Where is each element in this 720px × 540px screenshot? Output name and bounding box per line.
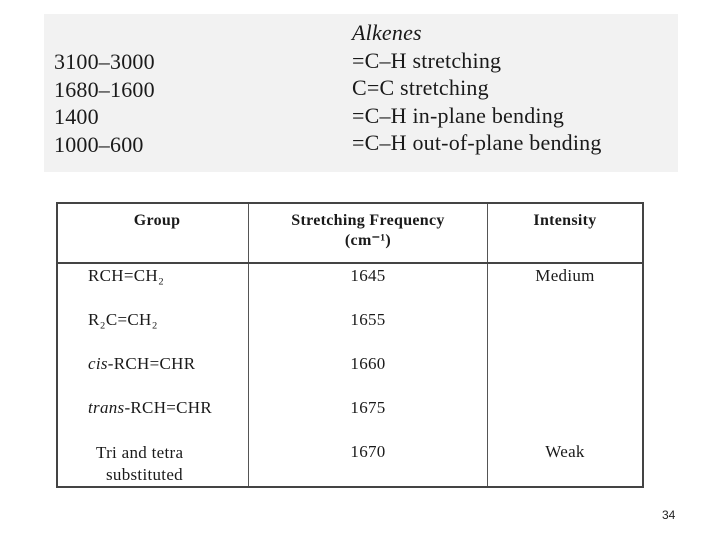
group-name: [66, 354, 248, 374]
table-row: [57, 442, 643, 487]
frequency-value: 1400: [54, 104, 99, 129]
group-name: [66, 398, 248, 418]
group-line1: Tri and tetra: [96, 443, 184, 462]
isomer-prefix: trans-: [88, 398, 131, 417]
group-cell: [57, 263, 249, 310]
frequency-cell: 1670: [249, 442, 488, 487]
group-name: RCH=CH₂: [88, 266, 165, 285]
group-name: R₂C=CH₂: [88, 310, 158, 329]
isomer-prefix: cis-: [88, 354, 114, 373]
group-line2: substituted: [106, 465, 183, 484]
intensity-cell: Weak: [488, 442, 644, 487]
vibration-description: C=C stretching: [352, 75, 489, 100]
group-name: [66, 442, 248, 486]
table-row: [57, 398, 643, 442]
frequency-cell: 1660: [249, 354, 488, 398]
intensity-cell: [488, 354, 644, 398]
header-frequency-line1: Stretching Frequency: [291, 212, 445, 229]
intensity-cell: [488, 310, 644, 354]
frequency-cell: 1655: [249, 310, 488, 354]
frequency-column: [54, 48, 155, 158]
table-row: [57, 263, 643, 310]
frequency-value: 1000–600: [54, 131, 144, 157]
group-cell: [57, 310, 249, 354]
vibration-description: =C–H out-of-plane bending: [352, 130, 602, 155]
alkenes-panel: [44, 14, 678, 172]
intensity-cell: [488, 398, 644, 442]
frequency-value: 1680–1600: [54, 76, 155, 102]
frequency-value: 3100–3000: [54, 49, 155, 74]
table-row: [57, 310, 643, 354]
header-frequency-unit: (cm⁻¹): [344, 232, 392, 249]
group-cell: [57, 442, 249, 487]
page-number: 34: [662, 508, 676, 522]
table-header-row: [57, 203, 643, 263]
group-formula: RCH=CHR: [113, 354, 196, 373]
header-intensity: Intensity: [488, 203, 644, 263]
intensity-cell: Medium: [488, 263, 644, 310]
group-formula: RCH=CHR: [130, 398, 213, 417]
description-column: [352, 19, 602, 157]
header-frequency: [249, 203, 488, 263]
vibration-description: =C–H in-plane bending: [352, 102, 565, 128]
header-group: Group: [57, 203, 249, 263]
panel-title: Alkenes: [352, 20, 422, 45]
alkene-frequency-table: [56, 202, 644, 488]
group-cell: [57, 354, 249, 398]
vibration-description: =C–H stretching: [352, 47, 502, 73]
frequency-cell: 1645: [249, 263, 488, 310]
table-row: [57, 354, 643, 398]
group-cell: [57, 398, 249, 442]
frequency-cell: 1675: [249, 398, 488, 442]
